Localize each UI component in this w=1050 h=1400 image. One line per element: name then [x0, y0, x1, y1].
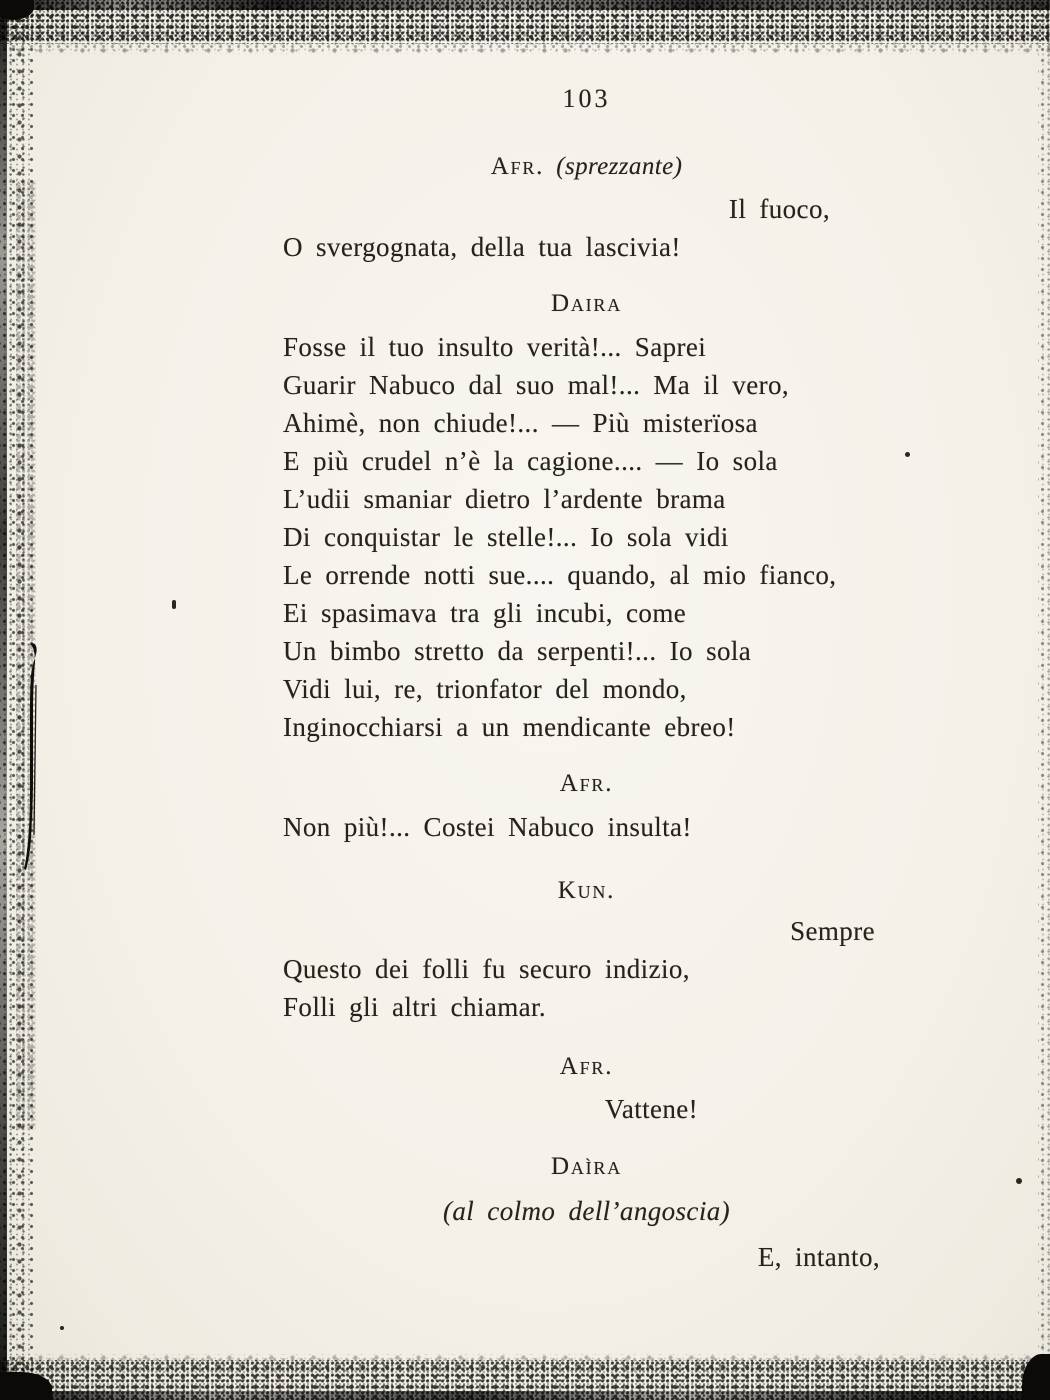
ink-speck	[60, 1326, 64, 1330]
verse-line: Vattene!	[604, 1094, 699, 1124]
verse-line: Folli gli altri chiamar.	[283, 992, 547, 1022]
scan-noise-left-inner	[16, 180, 36, 1130]
speaker-kun: Kun.	[557, 877, 616, 904]
verse-line: Vidi lui, re, trionfator del mondo,	[283, 674, 687, 704]
verse-line: L’udii smaniar dietro l’ardente brama	[283, 484, 726, 514]
verse-line: Inginocchiarsi a un mendicante ebreo!	[283, 712, 736, 742]
ink-mark-artifact	[16, 640, 46, 875]
scan-noise-bottom-fade	[0, 1354, 1050, 1372]
speaker-afr-3: Afr.	[559, 1053, 614, 1080]
speaker-daira-1: Daira	[550, 290, 623, 317]
page-number: 103	[562, 84, 611, 113]
speaker-daira-2: Daìra	[550, 1153, 623, 1180]
verse-line: Fosse il tuo insulto verità!... Saprei	[283, 332, 707, 362]
verse-line: Le orrende notti sue.... quando, al mio fianco,	[283, 560, 837, 590]
ink-speck	[172, 600, 176, 609]
scan-noise-left	[0, 0, 34, 1400]
scan-noise-bottom	[0, 1360, 1050, 1400]
speaker-afr-1	[283, 148, 890, 186]
speaker-afr-2: Afr.	[559, 770, 614, 797]
scan-noise-right	[1038, 0, 1050, 1400]
scan-edge-left	[0, 0, 7, 1400]
verse-line: O svergognata, della tua lascivia!	[283, 232, 681, 262]
scan-corner-top-left	[0, 0, 34, 20]
verse-line: Di conquistar le stelle!... Io sola vidi	[283, 522, 729, 552]
verse-line: Ei spasimava tra gli incubi, come	[283, 598, 687, 628]
scan-edge-top	[0, 0, 1050, 10]
verse-line: Guarir Nabuco dal suo mal!... Ma il vero,	[283, 370, 790, 400]
scan-corner-bottom-left	[0, 1372, 52, 1400]
ink-speck	[905, 452, 910, 457]
verse-line: E più crudel n’è la cagione.... — Io sola	[283, 446, 778, 476]
speaker-name: Afr.	[490, 153, 545, 180]
libretto-text	[283, 80, 890, 1276]
verse-line: Questo dei folli fu securo indizio,	[283, 954, 690, 984]
verse-line: E, intanto,	[757, 1242, 880, 1272]
stage-direction: (al colmo dell’angoscia)	[442, 1196, 731, 1226]
verse-line: Il fuoco,	[728, 194, 830, 224]
scan-noise-top	[0, 0, 1050, 44]
stage-direction: (sprezzante)	[556, 153, 683, 180]
scan-corner-bottom-right	[1022, 1354, 1050, 1400]
scan-noise-top-fade	[0, 30, 1050, 54]
scan-edge-bottom	[0, 1391, 1050, 1400]
verse-line: Non più!... Costei Nabuco insulta!	[283, 812, 692, 842]
verse-line: Ahimè, non chiude!... — Più misterïosa	[283, 408, 758, 438]
ink-speck	[1016, 1178, 1022, 1184]
verse-line: Sempre	[790, 916, 875, 946]
verse-line: Un bimbo stretto da serpenti!... Io sola	[283, 636, 752, 666]
